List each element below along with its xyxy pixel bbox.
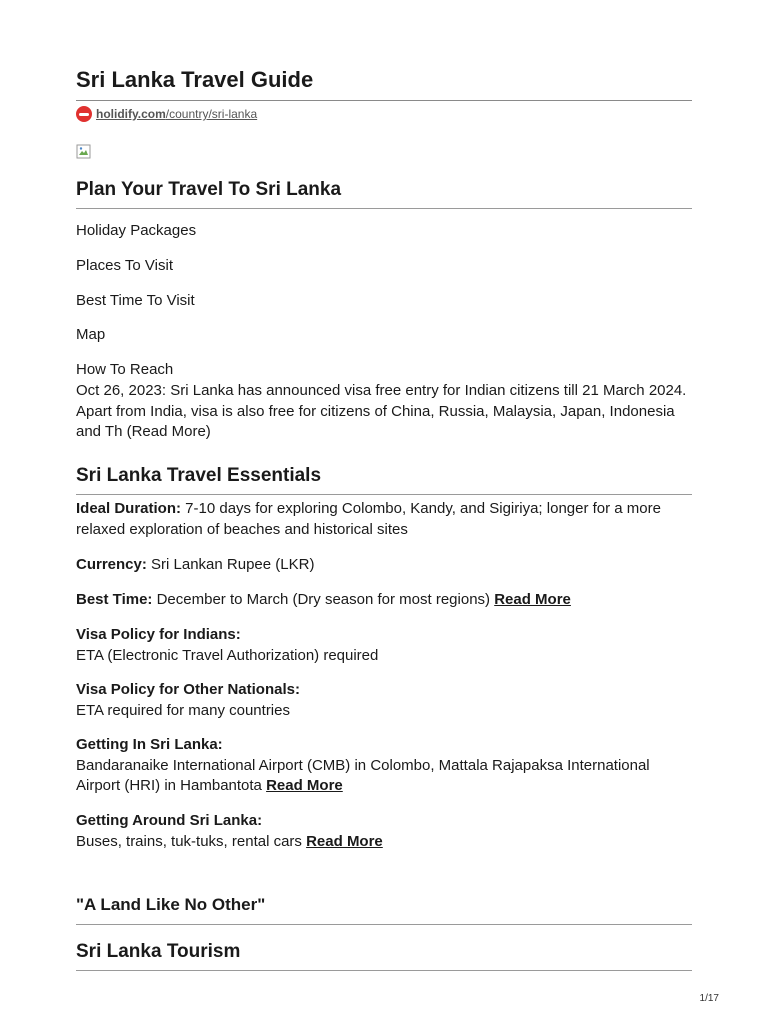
link-best-time[interactable]: Best Time To Visit: [76, 292, 195, 309]
best-time-read-more-link[interactable]: Read More: [494, 591, 571, 608]
source-link[interactable]: [76, 106, 257, 122]
tagline-heading: "A Land Like No Other": [76, 894, 692, 925]
plan-heading: Plan Your Travel To Sri Lanka: [76, 178, 692, 209]
broken-image-icon: [76, 144, 92, 160]
ideal-duration: Ideal Duration: 7-10 days for exploring Colombo, Kandy, and Sigiriya; longer for a more relaxed exploration of beaches and historical sites: [76, 500, 661, 538]
essentials-heading: Sri Lanka Travel Essentials: [76, 464, 692, 495]
visa-indians: Visa Policy for Indians: ETA (Electronic Travel Authorization) required: [76, 626, 379, 664]
visa-others: Visa Policy for Other Nationals: ETA required for many countries: [76, 681, 300, 719]
best-time: Best Time: December to March (Dry season for most regions) Read More: [76, 591, 571, 608]
page-title: Sri Lanka Travel Guide: [76, 66, 692, 101]
getting-in-read-more-link[interactable]: Read More: [266, 777, 343, 794]
holidify-logo-icon: [76, 106, 92, 122]
visa-notice: Oct 26, 2023: Sri Lanka has announced visa free entry for Indian citizens till 21 March 2024. Apart from India, visa is also free for citizens of China, Russia, Malaysia, Japan, Indonesia and Th (Read More): [76, 382, 687, 440]
link-places-to-visit[interactable]: Places To Visit: [76, 257, 173, 274]
getting-in: Getting In Sri Lanka: Bandaranaike International Airport (CMB) in Colombo, Mattala Rajapaksa International Airport (HRI) in Hambantota Read More: [76, 736, 650, 794]
link-holiday-packages[interactable]: Holiday Packages: [76, 222, 197, 239]
getting-around: Getting Around Sri Lanka: Buses, trains, tuk-tuks, rental cars Read More: [76, 812, 383, 850]
link-how-to-reach[interactable]: How To Reach: [76, 361, 174, 378]
currency: Currency: Sri Lankan Rupee (LKR): [76, 556, 315, 573]
page-number: 1/17: [699, 993, 719, 1004]
link-map[interactable]: Map: [76, 326, 106, 343]
tourism-heading: Sri Lanka Tourism: [76, 940, 692, 971]
source-url[interactable]: holidify.com/country/sri-lanka: [96, 107, 258, 121]
getting-around-read-more-link[interactable]: Read More: [306, 832, 383, 850]
